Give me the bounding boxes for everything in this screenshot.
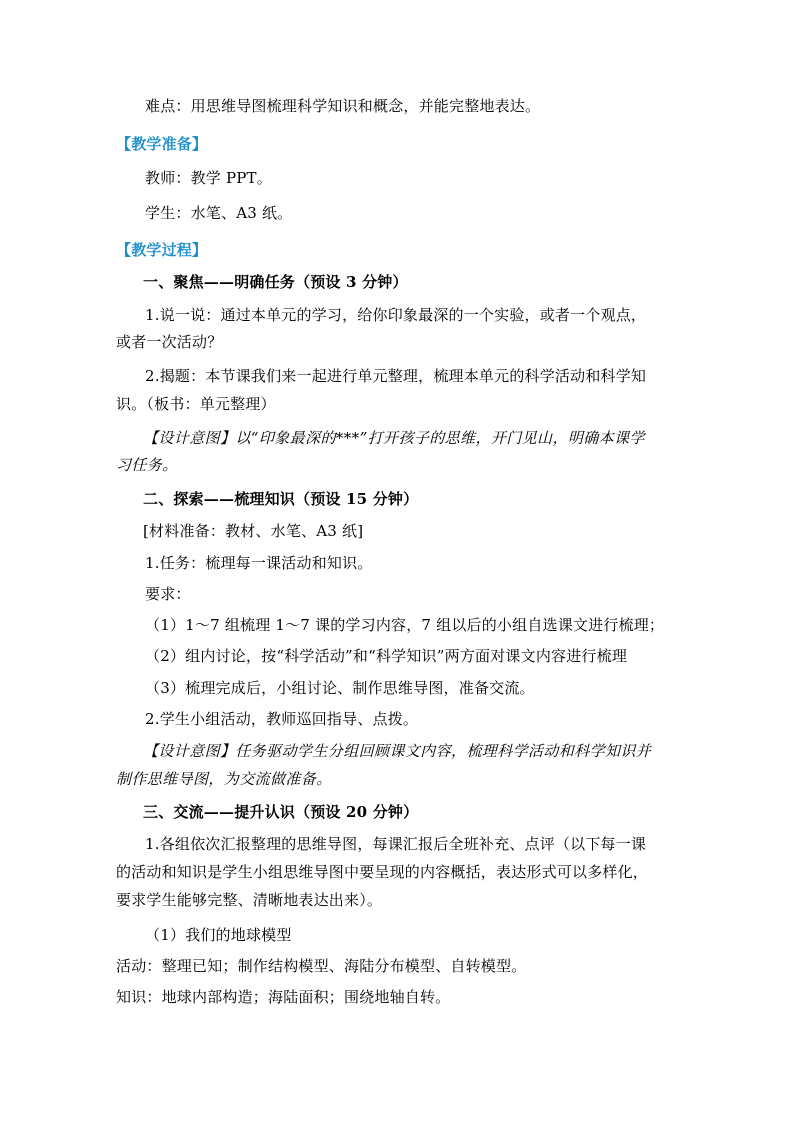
s3-item-1-line-1: 1.各组依次汇报整理的思维导图，每课汇报后全班补充、点评（以下每一课 [145, 835, 647, 853]
process-heading: 【教学过程】 [116, 241, 208, 259]
section-2-title: 二、探索——梳理知识（预设 15 分钟） [143, 490, 419, 508]
s2-requirement-3: （3）梳理完成后，小组讨论、制作思维导图，准备交流。 [145, 679, 535, 697]
prep-heading: 【教学准备】 [116, 135, 208, 153]
s2-requirement-1: （1）1～7 组梳理 1～7 课的学习内容，7 组以后的小组自选课文进行梳理； [145, 616, 665, 634]
s1-item-2-line-2: 识。（板书：单元整理） [116, 395, 276, 413]
s2-materials: [材料准备：教材、水笔、A3 纸] [143, 522, 364, 540]
s2-design-intent-line-2: 制作思维导图，为交流做准备。 [116, 770, 332, 788]
s1-item-1-line-2: 或者一次活动？ [116, 333, 223, 351]
s2-design-intent-line-1: 【设计意图】任务驱动学生分组回顾课文内容，梳理科学活动和科学知识并 [143, 742, 652, 760]
s1-design-intent-line-2: 习任务。 [116, 456, 178, 474]
s1-design-intent-line-1: 【设计意图】以“印象最深的***”打开孩子的思维，开门见山，明确本课学 [143, 429, 645, 447]
s2-item-2: 2.学生小组活动，教师巡回指导、点拨。 [145, 710, 419, 728]
s2-requirements-label: 要求： [145, 585, 191, 603]
s3-lesson-1-title: （1）我们的地球模型 [145, 926, 292, 944]
section-3-title: 三、交流——提升认识（预设 20 分钟） [143, 803, 419, 821]
s2-task: 1.任务：梳理每一课活动和知识。 [145, 554, 373, 572]
difficulty-line: 难点：用思维导图梳理科学知识和概念，并能完整地表达。 [145, 97, 541, 115]
student-line: 学生：水笔、A3 纸。 [145, 204, 293, 222]
s1-item-1-line-1: 1.说一说：通过本单元的学习，给你印象最深的一个实验，或者一个观点， [145, 306, 647, 324]
s2-requirement-2: （2）组内讨论，按“科学活动”和“科学知识”两方面对课文内容进行梳理 [145, 647, 628, 665]
teacher-line: 教师：教学 PPT。 [145, 169, 272, 187]
section-1-title: 一、聚焦——明确任务（预设 3 分钟） [143, 273, 408, 291]
s3-activity-line: 活动：整理已知；制作结构模型、海陆分布模型、自转模型。 [116, 957, 527, 975]
s3-item-1-line-2: 的活动和知识是学生小组思维导图中要呈现的内容概括，表达形式可以多样化， [116, 863, 649, 881]
s3-knowledge-line: 知识：地球内部构造；海陆面积；围绕地轴自转。 [116, 988, 451, 1006]
s3-item-1-line-3: 要求学生能够完整、清晰地表达出来）。 [116, 891, 383, 909]
s1-item-2-line-1: 2.揭题：本节课我们来一起进行单元整理，梳理本单元的科学活动和科学知 [145, 367, 647, 385]
